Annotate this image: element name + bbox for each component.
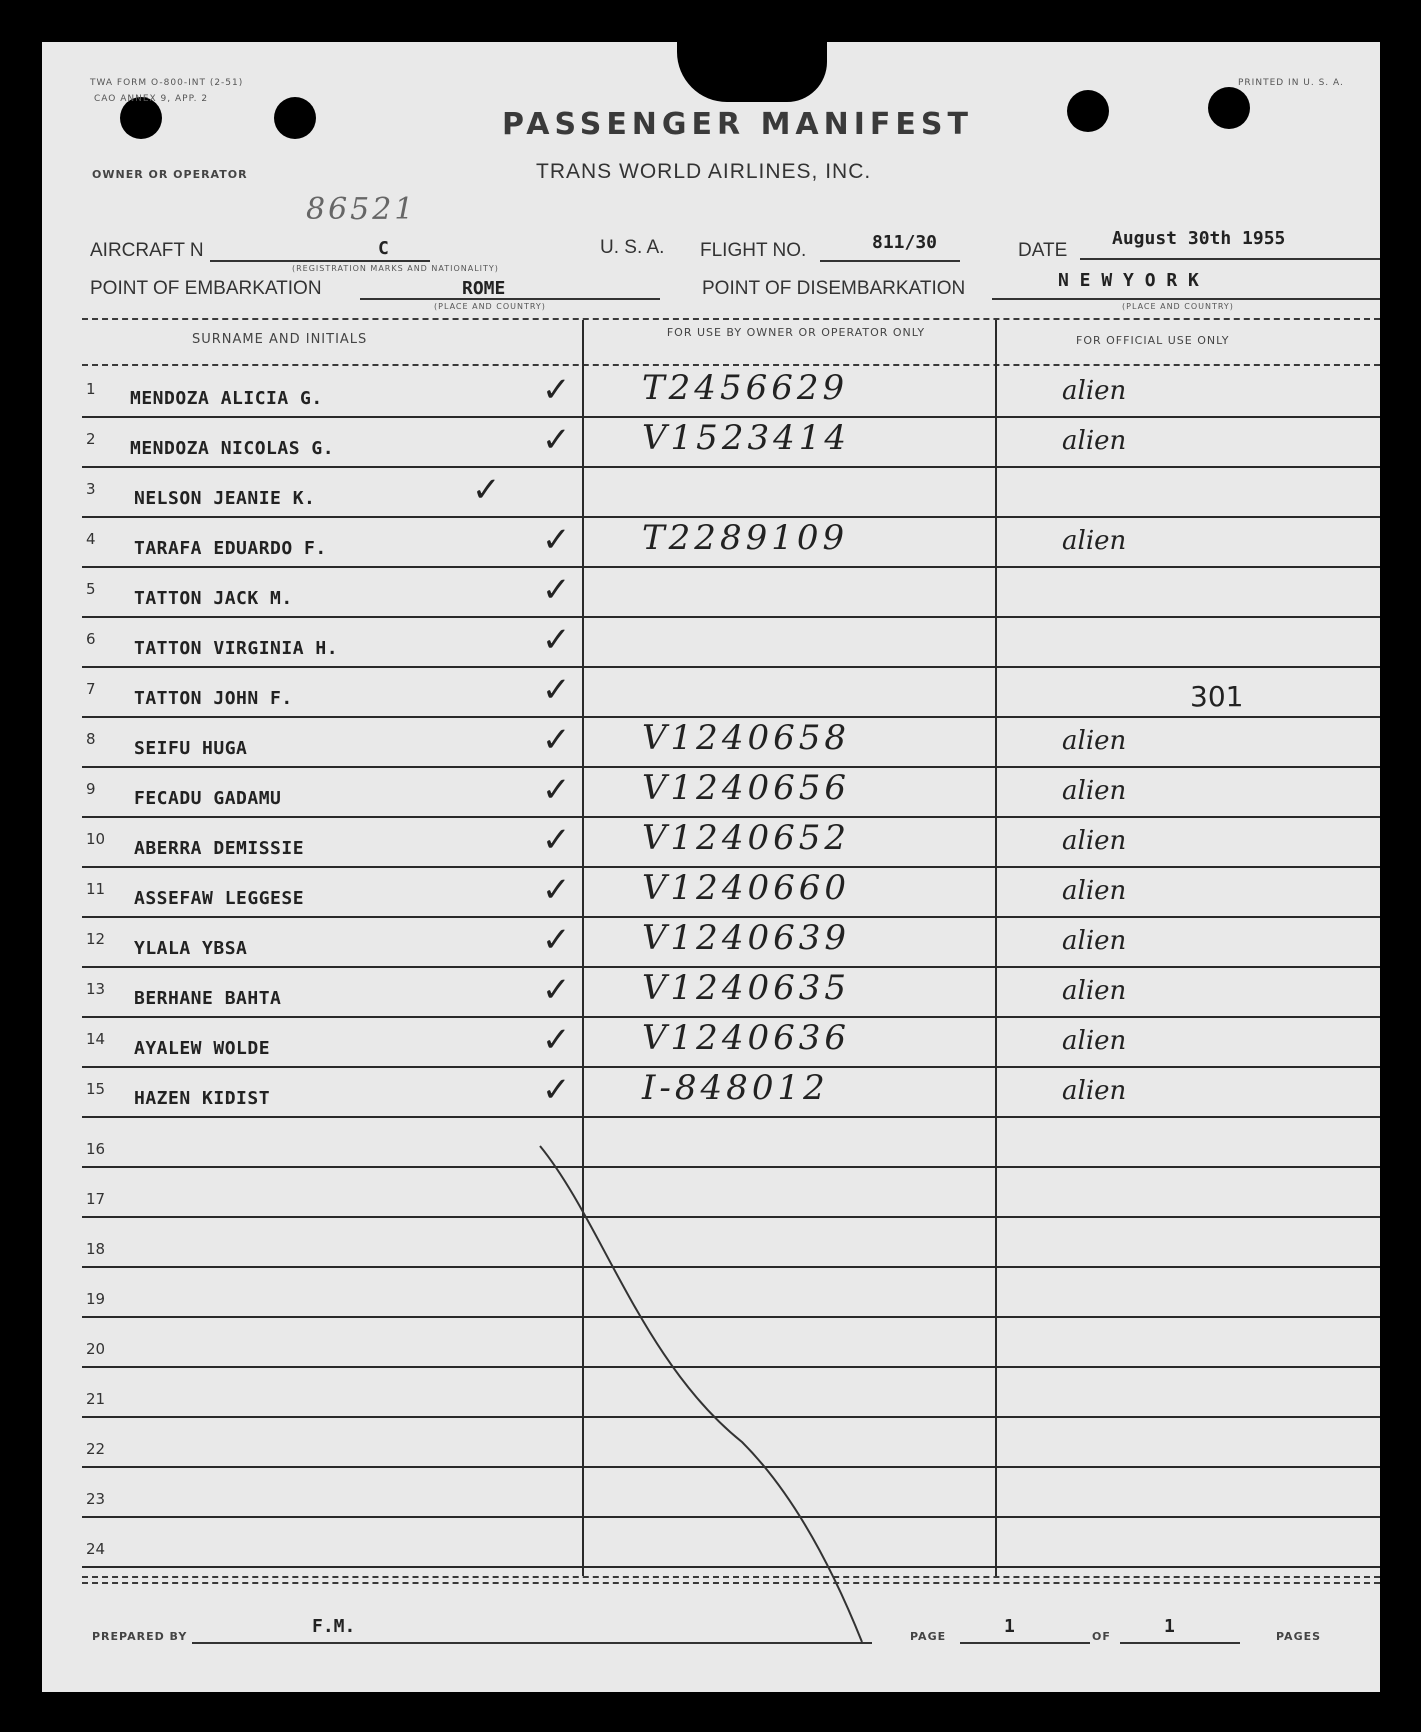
col-surname: SURNAME AND INITIALS	[192, 332, 368, 347]
aircraft-typed: C	[378, 238, 389, 259]
official-mark: alien	[1062, 876, 1127, 906]
row-number: 8	[86, 730, 96, 748]
check-mark-icon: ✓	[542, 570, 571, 610]
flight-label: FLIGHT NO.	[700, 240, 807, 261]
page-title: PASSENGER MANIFEST	[502, 107, 973, 142]
prepared-label: PREPARED BY	[92, 1630, 188, 1643]
embark-label: POINT OF EMBARKATION	[90, 278, 322, 299]
row-number: 18	[86, 1240, 106, 1258]
page-number: 1	[1004, 1616, 1015, 1637]
owner-label: OWNER OR OPERATOR	[92, 168, 248, 181]
passenger-name: MENDOZA ALICIA G.	[130, 388, 323, 409]
check-mark-icon: ✓	[542, 720, 571, 760]
aircraft-handwritten: 86521	[306, 192, 417, 227]
passenger-name: TATTON JACK M.	[134, 588, 293, 609]
col-owner-use: FOR USE BY OWNER OR OPERATOR ONLY	[666, 326, 926, 339]
check-mark-icon: ✓	[542, 1020, 571, 1060]
passenger-name: YLALA YBSA	[134, 938, 248, 959]
official-mark: alien	[1062, 926, 1127, 956]
check-mark-icon: ✓	[542, 820, 571, 860]
printed-in: PRINTED IN U. S. A.	[1238, 78, 1344, 88]
aircraft-sublabel: (REGISTRATION MARKS AND NATIONALITY)	[292, 264, 499, 273]
page-label: PAGE	[910, 1630, 947, 1643]
row-number: 6	[86, 630, 96, 648]
check-mark-icon: ✓	[542, 370, 571, 410]
passport-number: V1240656	[642, 768, 850, 808]
row-number: 23	[86, 1490, 106, 1508]
passenger-name: BERHANE BAHTA	[134, 988, 282, 1009]
row-number: 22	[86, 1440, 106, 1458]
passport-number: V1240639	[642, 918, 850, 958]
check-mark-icon: ✓	[542, 520, 571, 560]
passport-number: I-848012	[642, 1068, 829, 1108]
row-number: 12	[86, 930, 106, 948]
row-number: 13	[86, 980, 106, 998]
official-mark: alien	[1062, 526, 1127, 556]
passenger-name: ABERRA DEMISSIE	[134, 838, 305, 859]
col-official-use: FOR OFFICIAL USE ONLY	[1076, 334, 1230, 347]
check-mark-icon: ✓	[542, 620, 571, 660]
passenger-name: TARAFA EDUARDO F.	[134, 538, 327, 559]
embark-value: ROME	[462, 278, 506, 299]
date-value: August 30th 1955	[1112, 228, 1286, 249]
passport-number: V1240635	[642, 968, 850, 1008]
prepared-by: F.M.	[312, 1616, 356, 1637]
passenger-name: TATTON VIRGINIA H.	[134, 638, 339, 659]
disembark-label: POINT OF DISEMBARKATION	[702, 278, 966, 299]
official-mark: alien	[1062, 776, 1127, 806]
embark-sublabel: (PLACE AND COUNTRY)	[434, 302, 546, 311]
row-number: 15	[86, 1080, 106, 1098]
passport-number: V1240660	[642, 868, 850, 908]
manifest-sheet	[42, 42, 1380, 1692]
row-number: 10	[86, 830, 106, 848]
passenger-name: MENDOZA NICOLAS G.	[130, 438, 335, 459]
official-mark: alien	[1062, 826, 1127, 856]
row-number: 14	[86, 1030, 106, 1048]
row-number: 9	[86, 780, 96, 798]
page-total: 1	[1164, 1616, 1175, 1637]
row-number: 2	[86, 430, 96, 448]
passport-number: V1240636	[642, 1018, 850, 1058]
row-number: 17	[86, 1190, 106, 1208]
passenger-name: TATTON JOHN F.	[134, 688, 293, 709]
official-mark: alien	[1062, 976, 1127, 1006]
row-number: 7	[86, 680, 96, 698]
official-mark: alien	[1062, 376, 1127, 406]
passenger-name: SEIFU HUGA	[134, 738, 248, 759]
row-number: 24	[86, 1540, 106, 1558]
disembark-value: N E W Y O R K	[1058, 270, 1199, 291]
check-mark-icon: ✓	[542, 920, 571, 960]
aircraft-label: AIRCRAFT N	[90, 240, 204, 261]
passport-number: T2456629	[642, 368, 849, 408]
form-code: TWA FORM O-800-INT (2-51)	[90, 78, 244, 88]
usa-label: U. S. A.	[600, 237, 665, 258]
row-number: 20	[86, 1340, 106, 1358]
official-mark: alien	[1062, 726, 1127, 756]
row-number: 1	[86, 380, 96, 398]
row-number: 16	[86, 1140, 106, 1158]
passenger-name: FECADU GADAMU	[134, 788, 282, 809]
check-mark-icon: ✓	[542, 1070, 571, 1110]
official-mark: alien	[1062, 426, 1127, 456]
passenger-name: ASSEFAW LEGGESE	[134, 888, 305, 909]
official-mark: alien	[1062, 1026, 1127, 1056]
official-mark: alien	[1062, 1076, 1127, 1106]
passport-number: T2289109	[642, 518, 849, 558]
row-number: 5	[86, 580, 96, 598]
check-mark-icon: ✓	[542, 970, 571, 1010]
passport-number: V1240658	[642, 718, 850, 758]
row-number: 19	[86, 1290, 106, 1308]
passenger-name: NELSON JEANIE K.	[134, 488, 316, 509]
airline-name: TRANS WORLD AIRLINES, INC.	[536, 160, 872, 183]
pages-label: PAGES	[1276, 1630, 1322, 1643]
row-number: 4	[86, 530, 96, 548]
check-mark-icon: ✓	[472, 470, 501, 510]
check-mark-icon: ✓	[542, 420, 571, 460]
passenger-name: AYALEW WOLDE	[134, 1038, 271, 1059]
passport-number: V1240652	[642, 818, 850, 858]
check-mark-icon: ✓	[542, 670, 571, 710]
pen-strike-line	[42, 42, 1380, 1692]
row-number: 21	[86, 1390, 106, 1408]
of-label: OF	[1092, 1630, 1111, 1643]
flight-number: 811/30	[872, 232, 938, 253]
row-number: 3	[86, 480, 96, 498]
row-number: 11	[86, 880, 106, 898]
date-label: DATE	[1018, 240, 1068, 261]
official-mark: 301	[1190, 680, 1244, 713]
passport-number: V1523414	[642, 418, 850, 458]
disembark-sublabel: (PLACE AND COUNTRY)	[1122, 302, 1234, 311]
check-mark-icon: ✓	[542, 870, 571, 910]
passenger-name: HAZEN KIDIST	[134, 1088, 271, 1109]
check-mark-icon: ✓	[542, 770, 571, 810]
cao-annex: CAO ANNEX 9, APP. 2	[94, 94, 209, 104]
